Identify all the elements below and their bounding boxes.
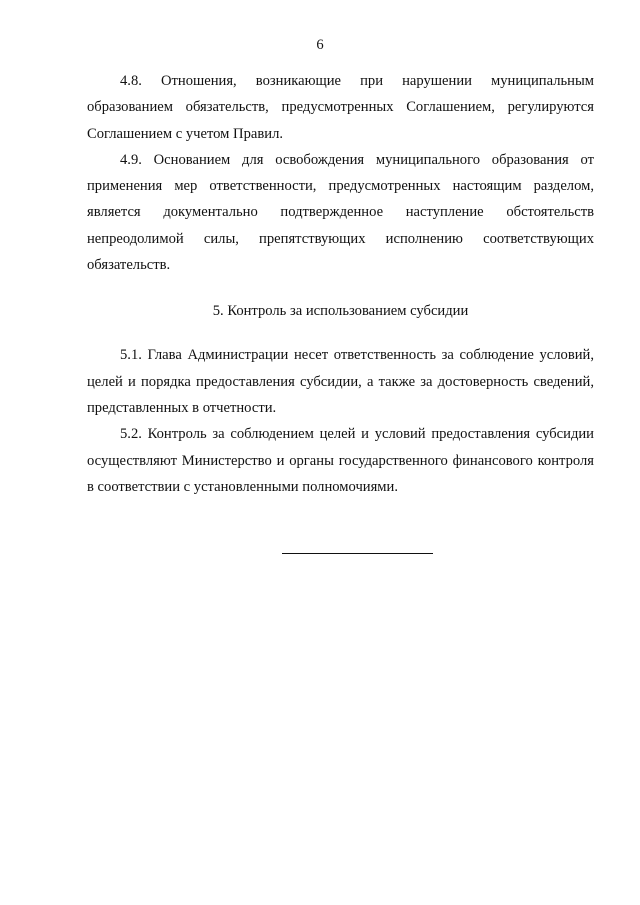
document-body xyxy=(87,68,594,500)
page-number: 6 xyxy=(316,37,324,53)
paragraph-4-9: 4.9. Основанием для освобождения муниципального образования от применения мер ответственности, предусмотренных настоящим разделом, является документально подтвержденное наступление обстоятельств непреодолимой силы, препятствующих исполнению соответствующих обязательств. xyxy=(87,151,594,274)
closing-rule xyxy=(282,553,433,554)
section-heading-5: 5. Контроль за использованием субсидии xyxy=(212,303,469,320)
paragraph-5-2: 5.2. Контроль за соблюдением целей и условий предоставления субсидии осуществляют Министерство и органы государственного финансового контроля в соответствии с установленными полномочиями. xyxy=(87,426,594,495)
paragraph-4-8: 4.8. Отношения, возникающие при нарушении муниципальным образованием обязательств, предусмотренных Соглашением, регулируются Соглашением с учетом Правил. xyxy=(87,73,594,142)
paragraph-5-1: 5.1. Глава Администрации несет ответственность за соблюдение условий, целей и порядка предоставления субсидии, а также за достоверность сведений, представленных в отчетности. xyxy=(87,347,594,416)
